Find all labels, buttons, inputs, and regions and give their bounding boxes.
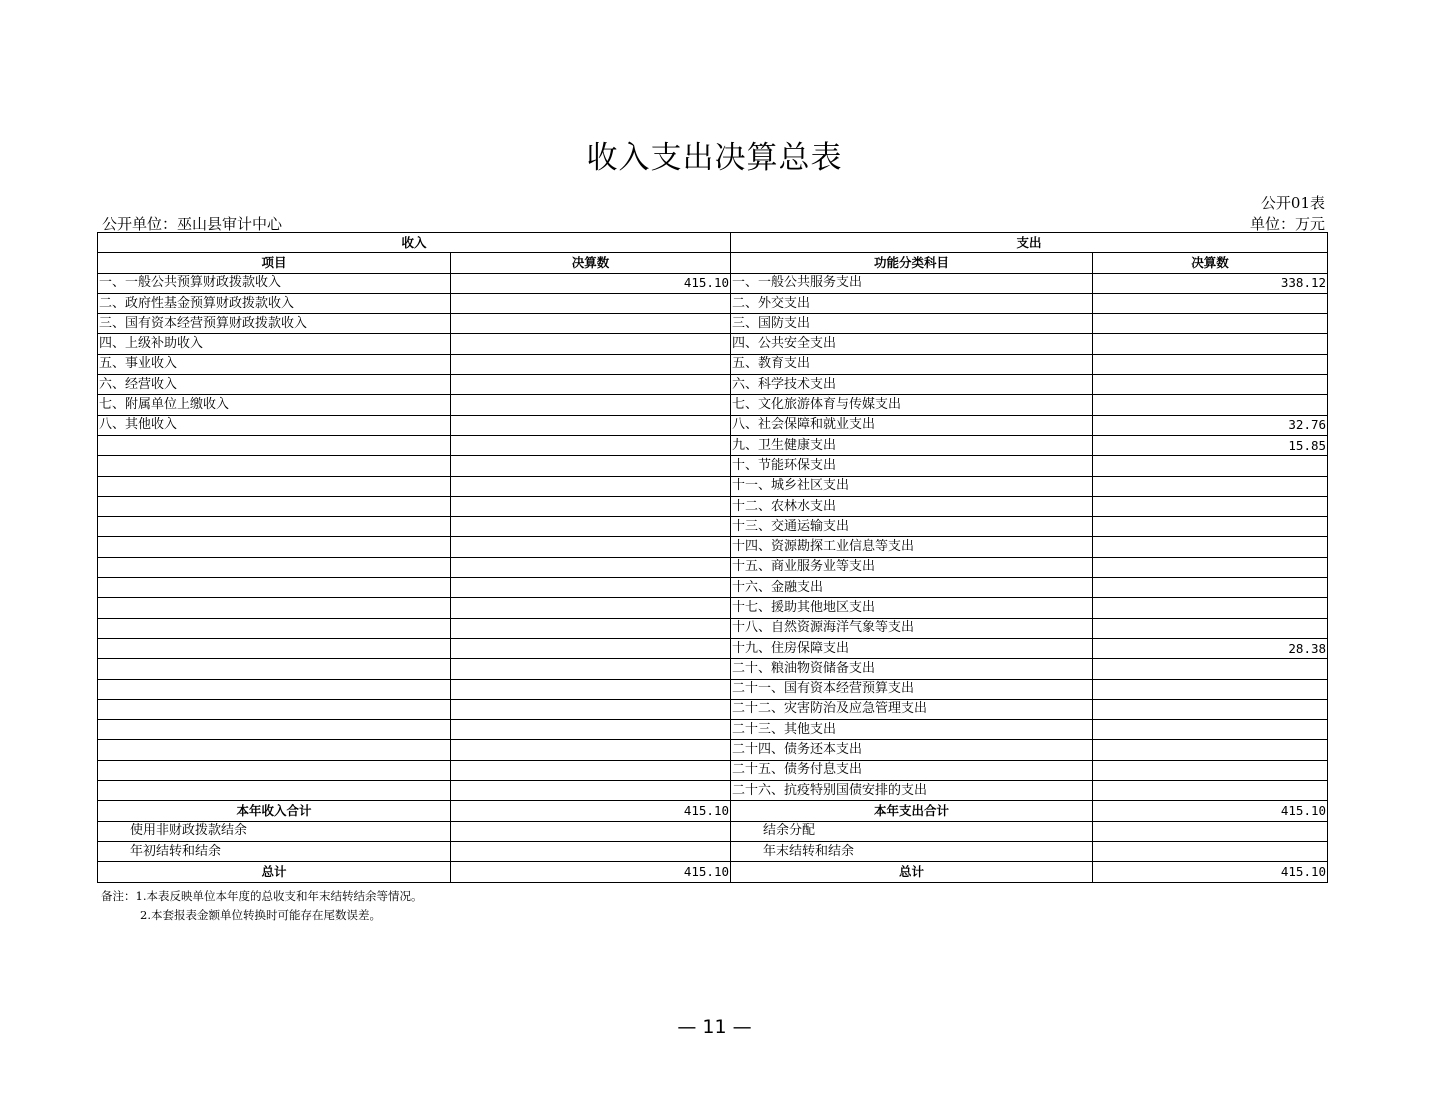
income-amount [451,435,731,455]
expense-amount [1093,537,1328,557]
table-row [98,314,1328,334]
expense-item: 十九、住房保障支出 [731,638,1093,658]
expense-item: 十八、自然资源海洋气象等支出 [731,618,1093,638]
income-item [98,638,451,658]
income-item: 使用非财政拨款结余 [98,821,451,841]
income-amount [451,841,731,861]
expense-item: 七、文化旅游体育与传媒支出 [731,395,1093,415]
income-item [98,435,451,455]
expense-item: 十五、商业服务业等支出 [731,557,1093,577]
income-item: 总计 [98,862,451,882]
income-item: 七、附属单位上缴收入 [98,395,451,415]
table-row [98,598,1328,618]
expense-item: 总计 [731,862,1093,882]
table-row [98,578,1328,598]
expense-item: 结余分配 [731,821,1093,841]
income-header: 收入 [98,233,731,253]
expense-item: 九、卫生健康支出 [731,435,1093,455]
income-item [98,659,451,679]
expense-amount [1093,354,1328,374]
table-row [98,456,1328,476]
expense-amount [1093,496,1328,516]
income-item: 二、政府性基金预算财政拨款收入 [98,293,451,313]
table-row [98,293,1328,313]
expense-amount [1093,314,1328,334]
income-amount [451,720,731,740]
income-item [98,578,451,598]
income-amount [451,537,731,557]
expense-item: 五、教育支出 [731,354,1093,374]
expense-amount [1093,760,1328,780]
income-amount: 415.10 [451,862,731,882]
table-row [98,517,1328,537]
income-item [98,699,451,719]
expense-item: 二十五、债务付息支出 [731,760,1093,780]
income-amount [451,760,731,780]
item-header: 项目 [98,253,451,273]
balance-row [98,821,1328,841]
expense-item: 十二、农林水支出 [731,496,1093,516]
expense-amount [1093,293,1328,313]
expense-amount: 32.76 [1093,415,1328,435]
income-amount [451,456,731,476]
expense-item: 四、公共安全支出 [731,334,1093,354]
note-1: 备注：1.本表反映单位本年度的总收支和年末结转结余等情况。 [101,889,423,903]
table-row [98,740,1328,760]
table-row [98,354,1328,374]
expense-amount [1093,618,1328,638]
income-amount [451,314,731,334]
table-row [98,618,1328,638]
table-row [98,760,1328,780]
page-number: — 11 — [677,1016,752,1038]
income-amount [451,740,731,760]
expense-amount [1093,334,1328,354]
expense-amount [1093,578,1328,598]
budget-table [97,232,1328,883]
income-item: 六、经营收入 [98,375,451,395]
income-amount [451,354,731,374]
amount-header: 决算数 [451,253,731,273]
income-amount [451,334,731,354]
income-amount [451,638,731,658]
income-amount [451,395,731,415]
income-item: 一、一般公共预算财政拨款收入 [98,273,451,293]
income-item: 本年收入合计 [98,801,451,821]
table-row [98,699,1328,719]
income-amount: 415.10 [451,273,731,293]
income-amount [451,415,731,435]
expense-item: 三、国防支出 [731,314,1093,334]
expense-item: 年末结转和结余 [731,841,1093,861]
expense-amount [1093,395,1328,415]
expense-item: 二十一、国有资本经营预算支出 [731,679,1093,699]
income-amount [451,375,731,395]
table-row [98,395,1328,415]
expense-amount [1093,740,1328,760]
total-row [98,862,1328,882]
income-amount [451,517,731,537]
expense-item: 二十、粮油物资储备支出 [731,659,1093,679]
subtotal-row [98,801,1328,821]
income-item [98,598,451,618]
reporting-unit: 公开单位：巫山县审计中心 [102,215,283,233]
income-item [98,679,451,699]
income-item: 年初结转和结余 [98,841,451,861]
income-amount [451,821,731,841]
income-item [98,618,451,638]
income-amount [451,293,731,313]
income-amount [451,659,731,679]
income-amount [451,476,731,496]
income-item [98,740,451,760]
expense-amount: 338.12 [1093,273,1328,293]
table-row [98,435,1328,455]
expense-amount: 415.10 [1093,862,1328,882]
page-title: 收入支出决算总表 [586,140,843,176]
notes [101,887,422,925]
expense-amount: 28.38 [1093,638,1328,658]
expense-amount [1093,598,1328,618]
income-amount [451,781,731,801]
expense-item: 十六、金融支出 [731,578,1093,598]
expense-amount [1093,781,1328,801]
income-item: 四、上级补助收入 [98,334,451,354]
header-row-group [98,233,1328,253]
table-row [98,638,1328,658]
expense-item: 二十六、抗疫特别国债安排的支出 [731,781,1093,801]
income-amount [451,598,731,618]
expense-amount [1093,517,1328,537]
func-item-header: 功能分类科目 [731,253,1093,273]
table-row [98,375,1328,395]
income-item [98,476,451,496]
expense-amount [1093,476,1328,496]
expense-amount [1093,659,1328,679]
balance-row [98,841,1328,861]
expense-item: 本年支出合计 [731,801,1093,821]
income-amount [451,557,731,577]
income-amount [451,578,731,598]
income-amount [451,618,731,638]
income-item: 八、其他收入 [98,415,451,435]
income-item: 三、国有资本经营预算财政拨款收入 [98,314,451,334]
income-amount [451,679,731,699]
table-row [98,781,1328,801]
income-item [98,760,451,780]
expense-amount [1093,821,1328,841]
header-row-columns [98,253,1328,273]
currency-unit: 单位：万元 [1249,215,1325,233]
table-row [98,557,1328,577]
expense-amount [1093,679,1328,699]
expense-amount [1093,375,1328,395]
table-row [98,537,1328,557]
income-item [98,517,451,537]
expense-amount: 415.10 [1093,801,1328,821]
income-item [98,557,451,577]
amount-header-2: 决算数 [1093,253,1328,273]
note-2: 2.本套报表金额单位转换时可能存在尾数误差。 [140,908,381,922]
expense-amount [1093,720,1328,740]
table-row [98,659,1328,679]
table-row [98,334,1328,354]
expense-amount [1093,699,1328,719]
expense-item: 一、一般公共服务支出 [731,273,1093,293]
expense-item: 十七、援助其他地区支出 [731,598,1093,618]
expense-item: 二十三、其他支出 [731,720,1093,740]
expense-item: 八、社会保障和就业支出 [731,415,1093,435]
expense-amount [1093,456,1328,476]
table-row [98,415,1328,435]
expense-item: 二十四、债务还本支出 [731,740,1093,760]
income-amount [451,699,731,719]
expense-item: 六、科学技术支出 [731,375,1093,395]
income-item: 五、事业收入 [98,354,451,374]
table-row [98,720,1328,740]
expense-item: 十四、资源勘探工业信息等支出 [731,537,1093,557]
expense-amount [1093,557,1328,577]
income-item [98,720,451,740]
table-row [98,273,1328,293]
income-item [98,781,451,801]
table-row [98,496,1328,516]
income-item [98,456,451,476]
income-item [98,496,451,516]
expense-item: 十、节能环保支出 [731,456,1093,476]
table-row [98,476,1328,496]
expense-amount: 15.85 [1093,435,1328,455]
expense-item: 十一、城乡社区支出 [731,476,1093,496]
expense-amount [1093,841,1328,861]
expense-item: 十三、交通运输支出 [731,517,1093,537]
income-amount: 415.10 [451,801,731,821]
expense-header: 支出 [731,233,1328,253]
income-item [98,537,451,557]
income-amount [451,496,731,516]
table-row [98,679,1328,699]
expense-item: 二十二、灾害防治及应急管理支出 [731,699,1093,719]
expense-item: 二、外交支出 [731,293,1093,313]
form-number: 公开01表 [1260,194,1325,212]
